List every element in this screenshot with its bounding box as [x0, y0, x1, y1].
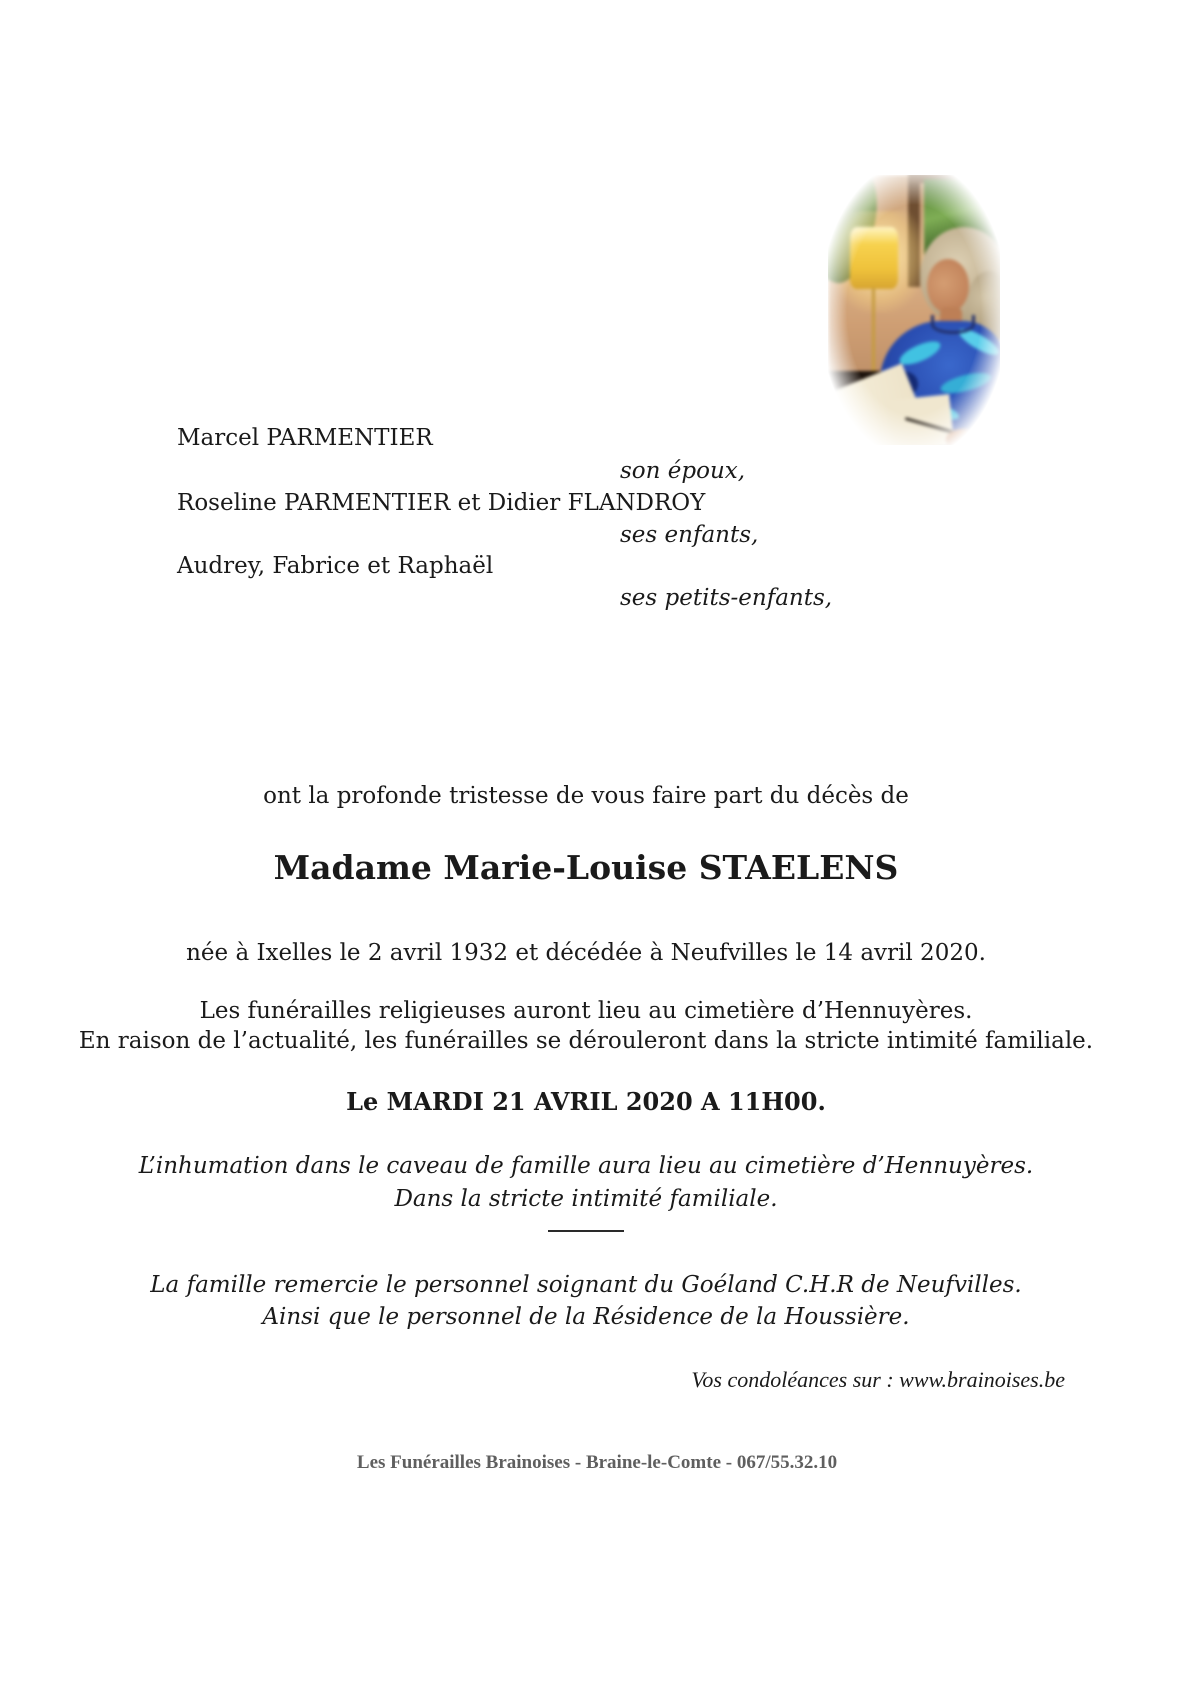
photo-woman-hand: [946, 429, 980, 445]
thanks-line-1: La famille remercie le personnel soignant du Goéland C.H.R de Neufvilles.: [150, 1272, 1022, 1298]
family-member-spouse: Marcel PARMENTIER: [177, 425, 433, 451]
funeral-datetime-line: Le MARDI 21 AVRIL 2020 A 11H00.: [346, 1087, 826, 1116]
funeral-home-footer: Les Funérailles Brainoises - Braine-le-Comte - 067/55.32.10: [356, 1452, 838, 1473]
photo-lampshade: [850, 227, 898, 289]
photo-book-page: [891, 394, 954, 445]
condolences-website-line: Vos condoléances sur : www.brainoises.be: [691, 1367, 1065, 1392]
portrait-photo: [828, 175, 1000, 445]
funeral-info-line-2: En raison de l’actualité, les funérailles se dérouleront dans la stricte intimité familiale.: [78, 1028, 1094, 1054]
funeral-info-line-1: Les funérailles religieuses auront lieu au cimetière d’Hennuyères.: [199, 998, 973, 1024]
announcement-line: ont la profonde tristesse de vous faire part du décès de: [263, 783, 909, 809]
relation-label-grandchildren: ses petits-enfants,: [620, 585, 833, 611]
photo-lamp-stem: [872, 288, 875, 384]
photo-necklace: [931, 315, 975, 334]
burial-info-line-2: Dans la stricte intimité familiale.: [394, 1186, 778, 1212]
life-dates-line: née à Ixelles le 2 avril 1932 et décédée à Neufvilles le 14 avril 2020.: [186, 940, 986, 966]
thanks-line-2: Ainsi que le personnel de la Résidence de la Houssière.: [262, 1304, 910, 1330]
burial-info-line-1: L’inhumation dans le caveau de famille aura lieu au cimetière d’Hennuyères.: [138, 1153, 1034, 1179]
family-member-grandchildren: Audrey, Fabrice et Raphaël: [177, 553, 494, 579]
section-divider: [548, 1230, 624, 1232]
relation-label-children: ses enfants,: [620, 522, 759, 548]
family-member-children: Roseline PARMENTIER et Didier FLANDROY: [177, 490, 706, 516]
relation-label-spouse: son époux,: [620, 458, 746, 484]
deceased-name: Madame Marie-Louise STAELENS: [273, 848, 899, 887]
photo-woman-face: [927, 259, 969, 313]
portrait-photo-art: [828, 175, 1000, 445]
